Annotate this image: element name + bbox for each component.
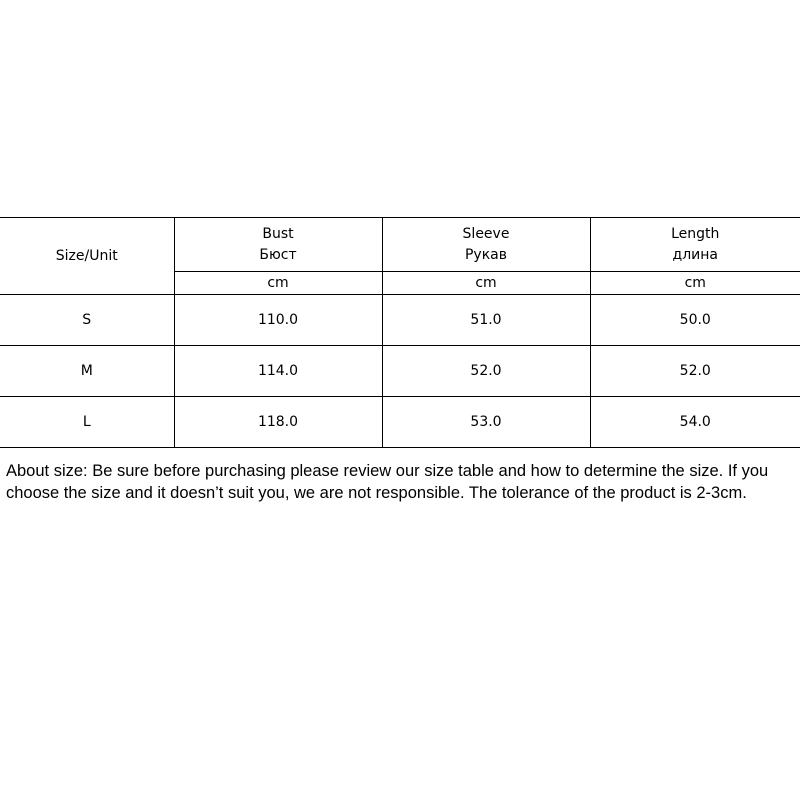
bust-header-ru: Бюст — [259, 246, 297, 263]
size-note: About size: Be sure before purchasing please review our size table and how to determine the size. If you choose the size and it doesn’t suit you, we are not responsible. The tolerance of the product is 2-3cm. — [6, 462, 769, 502]
length-header-en: Length — [671, 225, 720, 242]
size-unit-header: Size/Unit — [0, 218, 174, 295]
length-header — [590, 218, 800, 272]
length-unit: cm — [590, 272, 800, 295]
length-header-ru: длина — [672, 246, 718, 263]
size-chart-table — [0, 217, 800, 448]
sleeve-cell: 51.0 — [382, 295, 590, 346]
bust-cell: 118.0 — [174, 397, 382, 448]
sleeve-cell: 53.0 — [382, 397, 590, 448]
sleeve-header-en: Sleeve — [462, 225, 510, 242]
size-cell: L — [0, 397, 174, 448]
bust-header — [174, 218, 382, 272]
bust-cell: 110.0 — [174, 295, 382, 346]
bust-unit: cm — [174, 272, 382, 295]
length-cell: 50.0 — [590, 295, 800, 346]
table-row — [0, 295, 800, 346]
bust-cell: 114.0 — [174, 346, 382, 397]
length-cell: 52.0 — [590, 346, 800, 397]
sleeve-header-ru: Рукав — [464, 246, 507, 263]
size-cell: M — [0, 346, 174, 397]
sleeve-header — [382, 218, 590, 272]
sleeve-unit: cm — [382, 272, 590, 295]
length-cell: 54.0 — [590, 397, 800, 448]
table-row — [0, 346, 800, 397]
sleeve-cell: 52.0 — [382, 346, 590, 397]
bust-header-en: Bust — [262, 225, 294, 242]
table-header-row — [0, 218, 800, 272]
size-cell: S — [0, 295, 174, 346]
table-row — [0, 397, 800, 448]
